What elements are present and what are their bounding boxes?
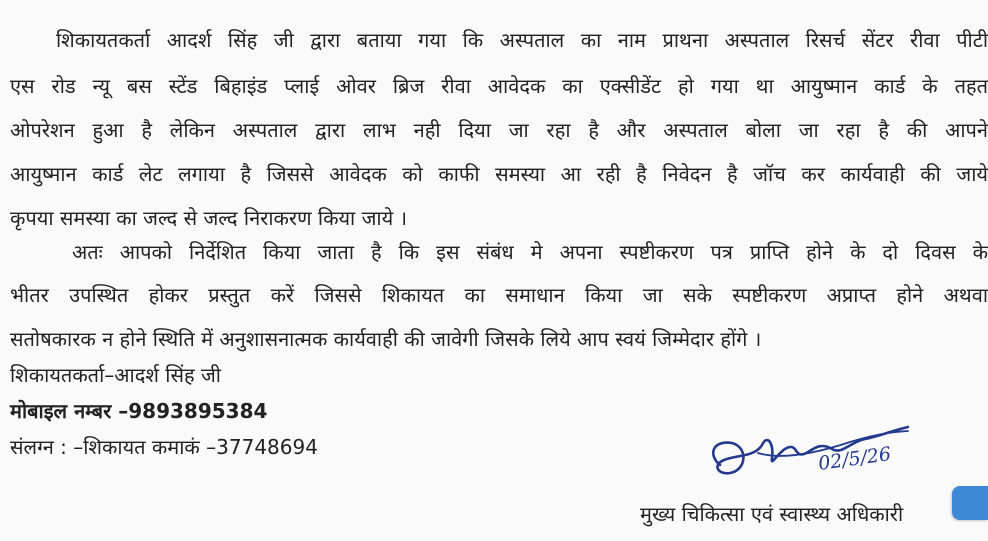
paragraph-1-line-3: ओपरेशन हुआ है लेकिन अस्पताल द्वारा लाभ नही दिया जा रहा है और अस्पताल बोला जा रहा है की आपने xyxy=(10,118,988,142)
paragraph-2-line-3: सतोषकारक न होने स्थिति में अनुशासनात्मक कार्यवाही की जावेगी जिसके लिये आप स्वयं जिम्मेदार होंगे । xyxy=(10,327,762,351)
paragraph-1-line-1: शिकायतकर्ता आदर्श सिंह जी द्वारा बताया गया कि अस्पताल का नाम प्राथना अस्पताल रिसर्च सेंटर रीवा पीटी xyxy=(56,28,988,52)
paragraph-2-line-1: अतः आपको निर्देशित किया जाता है कि इस संबंध मे अपना स्पष्टीकरण पत्र प्राप्ति होने के दो दिवस के xyxy=(72,240,988,264)
paragraph-1-line-2: एस रोड न्यू बस स्टेंड बिहाइंड प्लाई ओवर ब्रिज रीवा आवेदक का एक्सीडेंट हो गया था आयुष्मान कार्ड के तहत xyxy=(10,74,988,98)
signature-date: 02/5/26 xyxy=(816,443,893,475)
floating-action-button[interactable] xyxy=(952,486,988,520)
paragraph-1-line-5: कृपया समस्या का जल्द से जल्द निराकरण किया जाये । xyxy=(10,206,408,230)
mobile-number: मोबाइल नम्बर –9893895384 xyxy=(10,399,268,423)
complainant-name: शिकायतकर्ता–आदर्श सिंह जी xyxy=(10,363,221,387)
cropped-text-line xyxy=(728,531,858,541)
attachment-complaint-number: संलग्न : –शिकायत कमाकं –37748694 xyxy=(10,435,318,459)
paragraph-2-line-2: भीतर उपस्थित होकर प्रस्तुत करें जिससे शिकायत का समाधान किया जा सके स्पष्टीकरण अप्राप्त होने अथवा xyxy=(10,283,988,307)
officer-designation: मुख्य चिकित्सा एवं स्वास्थ्य अधिकारी xyxy=(640,502,904,526)
paragraph-1-line-4: आयुष्मान कार्ड लेट लगाया है जिससे आवेदक को काफी समस्या आ रही है निवेदन है जॉच कर कार्यवाही की जाये xyxy=(10,162,988,186)
